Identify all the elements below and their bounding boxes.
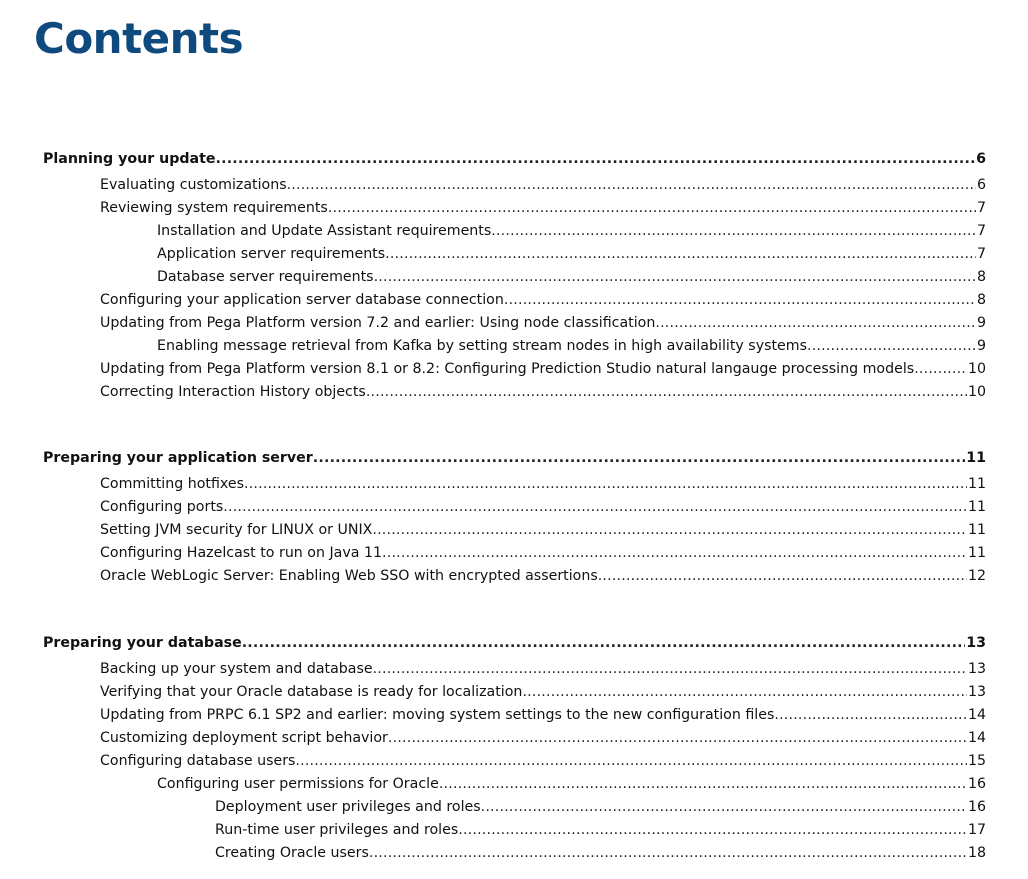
toc-page-number: 16 (967, 799, 986, 815)
toc-entry-label: Configuring database users (100, 753, 296, 769)
toc-entry[interactable] (157, 332, 986, 355)
toc-page-number: 9 (976, 315, 986, 331)
dot-leader (655, 314, 976, 332)
toc-entry-label: Updating from Pega Platform version 7.2 and earlier: Using node classification (100, 315, 656, 331)
dot-leader (244, 475, 967, 493)
dot-leader (458, 821, 967, 839)
dot-leader (491, 222, 976, 240)
toc-entry-label: Configuring your application server database connection (100, 292, 504, 308)
toc-page-number: 16 (967, 776, 986, 792)
toc-page-number: 10 (967, 384, 986, 400)
toc-page-number: 8 (976, 269, 986, 285)
toc-entry-label: Oracle WebLogic Server: Enabling Web SSO with encrypted assertions (100, 568, 598, 584)
toc-entry-label: Updating from Pega Platform version 8.1 or 8.2: Configuring Prediction Studio natural langauge processing models (100, 361, 915, 377)
toc-heading[interactable] (43, 444, 986, 467)
dot-leader (374, 268, 976, 286)
toc-entry-label: Customizing deployment script behavior (100, 730, 388, 746)
toc-page-number: 14 (967, 730, 986, 746)
dot-leader (372, 521, 967, 539)
page-title: Contents (34, 14, 244, 63)
toc-entry[interactable] (215, 816, 986, 839)
toc-heading[interactable] (43, 145, 986, 168)
dot-leader (504, 291, 976, 309)
toc-entry[interactable] (100, 516, 986, 539)
dot-leader (369, 844, 967, 862)
toc-entry[interactable] (100, 724, 986, 747)
toc-entry[interactable] (100, 309, 986, 332)
toc-page-number: 11 (967, 499, 986, 515)
dot-leader (366, 383, 967, 401)
toc-entry[interactable] (100, 194, 986, 217)
toc-entry-label: Configuring Hazelcast to run on Java 11 (100, 545, 383, 561)
toc-page-number: 17 (967, 822, 986, 838)
toc-page-number: 8 (976, 292, 986, 308)
dot-leader (914, 360, 967, 378)
toc-page-number: 14 (967, 707, 986, 723)
toc-heading-label: Planning your update (43, 151, 216, 167)
toc-page-number: 13 (966, 635, 986, 651)
dot-leader (242, 634, 966, 652)
toc-entry[interactable] (100, 678, 986, 701)
dot-leader (807, 337, 976, 355)
toc-page-number: 15 (967, 753, 986, 769)
dot-leader (481, 798, 967, 816)
toc-entry[interactable] (157, 217, 986, 240)
dot-leader (382, 544, 967, 562)
toc-entry[interactable] (215, 839, 986, 862)
toc-page-number: 7 (976, 200, 986, 216)
dot-leader (328, 199, 976, 217)
toc-heading[interactable] (43, 629, 986, 652)
toc-page-number: 7 (976, 223, 986, 239)
toc-entry[interactable] (157, 263, 986, 286)
dot-leader (388, 729, 967, 747)
toc-entry[interactable] (157, 240, 986, 263)
toc-entry-label: Setting JVM security for LINUX or UNIX (100, 522, 373, 538)
dot-leader (373, 660, 967, 678)
toc-entry-label: Correcting Interaction History objects (100, 384, 366, 400)
dot-leader (598, 567, 967, 585)
toc-entry-label: Application server requirements (157, 246, 386, 262)
toc-entry-label: Committing hotfixes (100, 476, 244, 492)
toc-heading-label: Preparing your application server (43, 450, 313, 466)
toc-page-number: 13 (967, 661, 986, 677)
toc-entry[interactable] (100, 470, 986, 493)
toc-page-number: 18 (967, 845, 986, 861)
toc-entry-label: Configuring user permissions for Oracle (157, 776, 439, 792)
toc-entry[interactable] (100, 286, 986, 309)
toc-entry[interactable] (100, 701, 986, 724)
toc-page-number: 6 (976, 151, 986, 167)
toc-entry[interactable] (100, 378, 986, 401)
toc-heading-label: Preparing your database (43, 635, 242, 651)
dot-leader (522, 683, 967, 701)
toc-entry[interactable] (100, 355, 986, 378)
dot-leader (313, 449, 965, 467)
toc-entry[interactable] (215, 793, 986, 816)
toc-page-number: 11 (967, 476, 986, 492)
toc-entry-label: Installation and Update Assistant requirements (157, 223, 492, 239)
toc-entry[interactable] (100, 539, 986, 562)
dot-leader (287, 176, 976, 194)
dot-leader (385, 245, 976, 263)
dot-leader (295, 752, 967, 770)
toc-page-number: 10 (967, 361, 986, 377)
toc-entry-label: Updating from PRPC 6.1 SP2 and earlier: moving system settings to the new configuration files (100, 707, 775, 723)
toc-entry-label: Creating Oracle users (215, 845, 369, 861)
toc-page-number: 12 (967, 568, 986, 584)
toc-entry[interactable] (100, 562, 986, 585)
dot-leader (216, 150, 976, 168)
toc-entry-label: Database server requirements (157, 269, 374, 285)
toc-entry-label: Backing up your system and database (100, 661, 373, 677)
toc-entry[interactable] (100, 747, 986, 770)
toc-entry-label: Enabling message retrieval from Kafka by setting stream nodes in high availability systems (157, 338, 807, 354)
toc-page-number: 9 (976, 338, 986, 354)
toc-page-number: 11 (967, 522, 986, 538)
toc-page-number: 6 (976, 177, 986, 193)
toc-entry-label: Configuring ports (100, 499, 224, 515)
toc-entry-label: Reviewing system requirements (100, 200, 328, 216)
toc-page-number: 11 (966, 450, 986, 466)
toc-entry[interactable] (100, 493, 986, 516)
toc-page-number: 13 (967, 684, 986, 700)
toc-entry[interactable] (100, 171, 986, 194)
toc-page-number: 11 (967, 545, 986, 561)
toc-entry[interactable] (100, 655, 986, 678)
toc-entry[interactable] (157, 770, 986, 793)
toc-entry-label: Run-time user privileges and roles (215, 822, 459, 838)
dot-leader (774, 706, 967, 724)
toc-entry-label: Evaluating customizations (100, 177, 287, 193)
toc-entry-label: Deployment user privileges and roles (215, 799, 481, 815)
dot-leader (439, 775, 967, 793)
dot-leader (223, 498, 967, 516)
toc-page-number: 7 (976, 246, 986, 262)
toc-entry-label: Verifying that your Oracle database is ready for localization (100, 684, 523, 700)
